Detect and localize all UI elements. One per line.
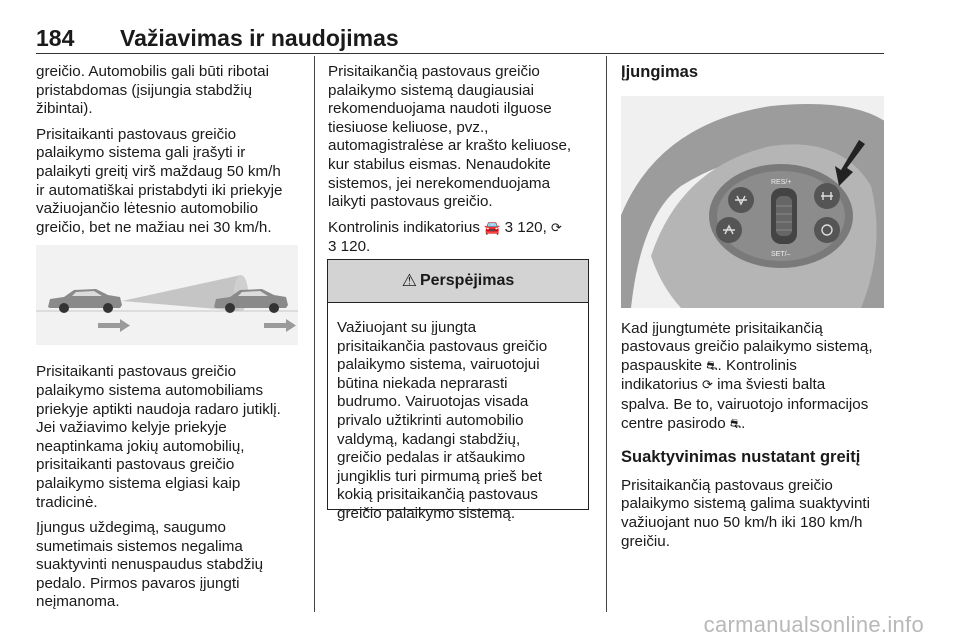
button-right-bottom [814, 217, 840, 243]
warning-text: Važiuojant su įjungta prisitaikančia pastovaus greičio palaikymo sistema, vairuotojui būtina niekada neprarasti budrumo. Vairuotojas visada privalo užtikrinti automobilio valdymą, kadangi stabdžių, greičio pedalas ir atšaukimo jungiklis turi pirmumą prieš bet kokią prisitaikančią pastovaus greičio palaikymo sistemą. [337, 319, 548, 522]
cruise-control-icon: ⟳ [702, 378, 713, 394]
radar-illustration [36, 245, 298, 345]
page-header [36, 25, 884, 53]
col3-paragraph-2: Prisitaikančią pastovaus greičio palaikymo sistemą galima suaktyvinti važiuojant nuo 50 km/h iki 180 km/h greičiu. [621, 476, 870, 550]
warning-header [328, 260, 588, 303]
adaptive-cruise-icon: ⛐ [729, 416, 742, 432]
cruise-car-icon: 🚘 [484, 220, 501, 236]
column-2 [328, 63, 598, 264]
page-number: 184 [36, 25, 75, 51]
page-ref-icon: 3 [504, 218, 514, 236]
warning-title: Perspėjimas [419, 272, 515, 289]
adaptive-cruise-icon: ⛐ [706, 358, 718, 374]
page-ref-icon: 3 [328, 238, 337, 256]
col2-paragraph-1: Prisitaikančią pastovaus greičio palaikymo sistemą daugiausiai rekomenduojama naudoti ilguose tiesiuose keliuose, pvz., automagistralėse ar krašto keliuose, kur stabilus eismas. Nenaudokite sistemos, jei nerekomenduojama laikyti pastovaus greičio. [328, 63, 572, 211]
column-divider-2 [606, 56, 607, 612]
header-rule [36, 53, 884, 54]
warning-triangle-icon: ⚠ [401, 271, 417, 290]
set-label: SET/– [771, 250, 791, 258]
column-divider-1 [314, 56, 315, 612]
steering-wheel-illustration [621, 96, 884, 308]
warning-box [327, 259, 589, 522]
watermark: carmanualsonline.info [703, 612, 924, 637]
col1-paragraph-3: Prisitaikanti pastovaus greičio palaikymo sistema automobiliams priekyje aptikti naudoja radaro jutiklį. Jei važiavimo kelyje priekyje neaptinkama jokių automobilių, prisitaikanti pastovaus greičio palaikymo sistema elgiasi kaip tradicinė. [36, 363, 281, 511]
col2-paragraph-2: Kontrolinis indikatorius 🚘 3 120, ⟳ 3 120. [328, 218, 562, 256]
column-3 [621, 63, 886, 558]
res-label: RES/+ [771, 178, 792, 186]
cruise-control-icon: ⟳ [551, 220, 562, 236]
col1-paragraph-4: Įjungus uždegimą, saugumo sumetimais sistemos negalima suaktyvinti nenuspaudus stabdžių pedalo. Pirmos pavaros įjungti neįmanoma. [36, 519, 264, 611]
section-heading-speed-activation: Suaktyvinimas nustatant greitį [621, 448, 861, 467]
control-pad [709, 164, 853, 268]
page-title: Važiavimas ir naudojimas [120, 25, 399, 51]
col3-paragraph-1: Kad įjungtumėte prisitaikančią pastovaus greičio palaikymo sistemą, paspauskite ⛐. Kontrolinis indikatorius ⟳ ima šviesti balta spalva. Be to, vairuotojo informacijos centre pasirodo ⛐. [621, 319, 873, 432]
section-heading-activation: Įjungimas [621, 63, 699, 81]
col1-paragraph-1: greičio. Automobilis gali būti ribotai pristabdomas (įsijungia stabdžių žibintai). [36, 63, 269, 118]
column-1 [36, 63, 306, 619]
col1-paragraph-2: Prisitaikanti pastovaus greičio palaikymo sistema gali įrašyti ir palaikyti greitį virš maždaug 50 km/h ir automatiškai pristabdyti iki priekyje važiuojančio lėtesnio automobilio greičio, bet ne mažiau nei 30 km/h. [36, 125, 283, 236]
